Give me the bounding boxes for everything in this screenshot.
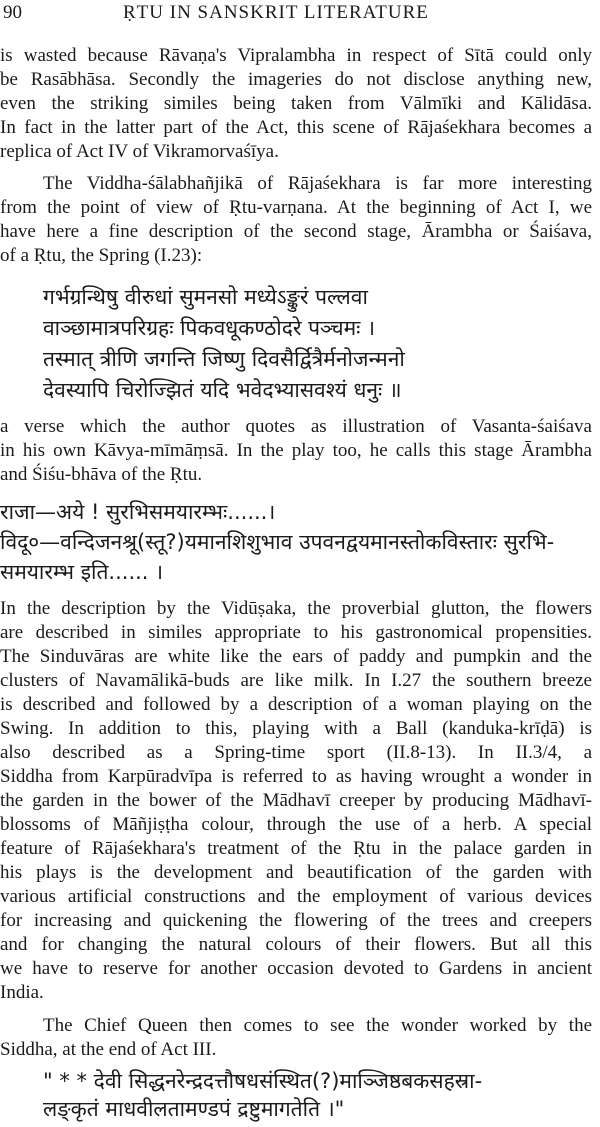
dialogue-line: राजा—अये ! सुरभिसमयारम्भः......। bbox=[0, 500, 276, 524]
dialogue-line: विदू०—वन्दिजनश्रू(स्तू?)यमानशिशुभाव उपवनद्वयमानस्तोकविस्तारः सुरभि- bbox=[0, 530, 555, 554]
verse-line: तस्मात् त्रीणि जगन्ति जिष्णु दिवसैर्द्वित्रैर्मनोजन्मनो bbox=[43, 347, 405, 371]
text-line: be Rasābhāsa. Secondly the imageries do not disclose anything new, bbox=[0, 69, 592, 90]
text-line: clusters of Navamālikā-buds are like milk. In I.27 the southern breeze bbox=[0, 670, 592, 691]
text-line: is described and followed by a description of a woman playing on the bbox=[0, 694, 592, 715]
verse-line: गर्भग्रन्थिषु वीरुधां सुमनसो मध्येऽङ्कुरं पल्लवा bbox=[43, 285, 368, 309]
text-line: The Sinduvāras are white like the ears of paddy and pumpkin and the bbox=[0, 646, 592, 667]
quote-line: " * * देवी सिद्धनरेन्द्रदत्तौषधसंस्थित(?)माञ्जिष्ठबकसहस्रा- bbox=[43, 1069, 483, 1093]
text-line: have here a fine description of the second stage, Ārambha or Śaiśava, bbox=[0, 221, 592, 242]
text-line: even the striking similes being taken from Vālmīki and Kālidāsa. bbox=[0, 93, 592, 114]
text-line: of a Ṛtu, the Spring (I.23): bbox=[0, 245, 203, 266]
text-line: In fact in the latter part of the Act, this scene of Rājaśekhara becomes a bbox=[0, 117, 592, 138]
text-line: for increasing and quickening the flowering of the trees and creepers bbox=[0, 910, 592, 931]
text-line: and Śiśu-bhāva of the Ṛtu. bbox=[0, 464, 203, 485]
dialogue-line: समयारम्भ इति...... । bbox=[0, 560, 164, 584]
text-line: feature of Rājaśekhara's treatment of the Ṛtu in the palace garden in bbox=[0, 838, 592, 859]
text-line: the garden in the bower of the Mādhavī creeper by producing Mādhavī- bbox=[0, 790, 592, 811]
text-line: Swing. In addition to this, playing with a Ball (kanduka-krīḍā) is bbox=[0, 718, 592, 739]
text-line: we have to reserve for another occasion devoted to Gardens in ancient bbox=[0, 958, 592, 979]
text-line: replica of Act IV of Vikramorvaśīya. bbox=[0, 141, 279, 162]
text-line: In the description by the Vidūṣaka, the proverbial glutton, the flowers bbox=[0, 598, 592, 619]
text-line: various artificial constructions and the employment of various devices bbox=[0, 886, 592, 907]
text-line: is wasted because Rāvaṇa's Vipralambha in respect of Sītā could only bbox=[0, 45, 592, 66]
text-line: Siddha, at the end of Act III. bbox=[0, 1039, 217, 1060]
text-line: and for changing the natural colours of their flowers. But all this bbox=[0, 934, 592, 955]
verse-line: वाञ्छामात्रपरिग्रहः पिकवधूकण्ठोदरे पञ्चमः । bbox=[43, 316, 376, 340]
text-line: Siddha from Karpūradvīpa is referred to as having wrought a wonder in bbox=[0, 766, 592, 787]
page-header bbox=[3, 2, 590, 28]
text-line: in his own Kāvya-mīmāṃsā. In the play too, he calls this stage Ārambha bbox=[0, 440, 592, 461]
quote-line: लङ्कृतं माधवीलतामण्डपं द्रष्टुमागतेति ।" bbox=[43, 1097, 345, 1121]
running-title: ṚTU IN SANSKRIT LITERATURE bbox=[123, 2, 429, 23]
text-line: blossoms of Māñjiṣṭha colour, through the use of a herb. A special bbox=[0, 814, 592, 835]
text-line: India. bbox=[0, 982, 44, 1003]
text-line: are described in similes appropriate to his gastronomical propensities. bbox=[0, 622, 592, 643]
text-line: a verse which the author quotes as illustration of Vasanta-śaiśava bbox=[0, 416, 592, 437]
page-number: 90 bbox=[3, 2, 22, 23]
text-line: from the point of view of Ṛtu-varṇana. At the beginning of Act I, we bbox=[0, 197, 592, 218]
text-line: The Viddha-śālabhañjikā of Rājaśekhara is far more interesting bbox=[43, 173, 592, 194]
text-line: his plays is the development and beautification of the garden with bbox=[0, 862, 592, 883]
text-line: also described as a Spring-time sport (II.8-13). In II.3/4, a bbox=[0, 742, 592, 763]
text-line: The Chief Queen then comes to see the wonder worked by the bbox=[43, 1015, 592, 1036]
verse-line: देवस्यापि चिरोज्झितं यदि भवेदभ्यासवश्यं धनुः ॥ bbox=[43, 378, 402, 402]
